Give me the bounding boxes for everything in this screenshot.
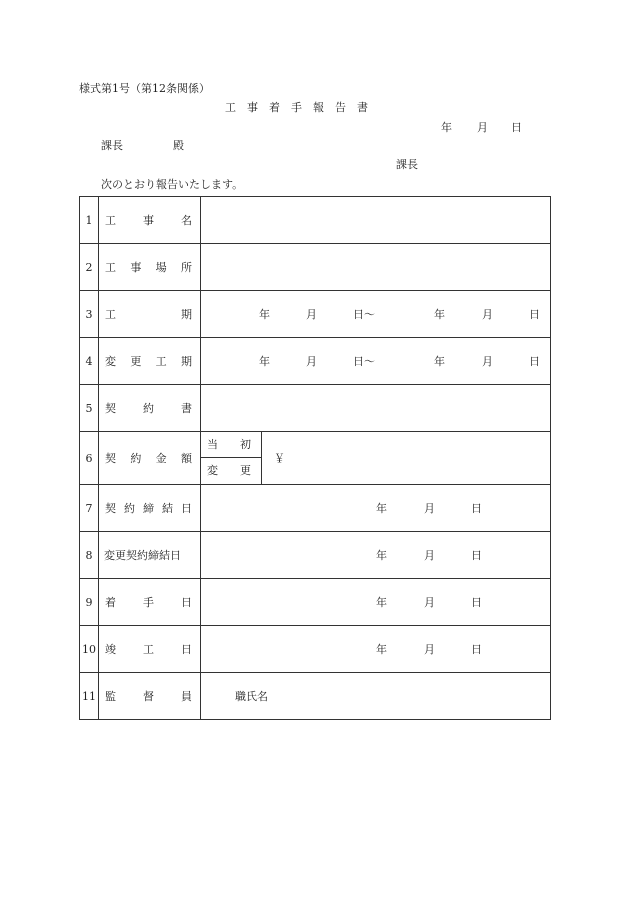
row-number: 11 [80,673,99,720]
header-day: 日 [511,121,522,134]
row-label: 契 約 金 額 [99,432,201,485]
form-id: 様式第1号（第12条関係） [79,82,210,95]
amount-initial-label: 当 初 [201,432,261,458]
row-number: 6 [80,432,99,485]
header-month: 月 [477,121,488,134]
table-row [80,338,551,385]
changed-period-field[interactable]: 年 月 日〜 年 月 日 [201,338,551,385]
row-number: 3 [80,291,99,338]
table-row [80,579,551,626]
row-label: 工 事 場 所 [99,244,201,291]
row-number: 1 [80,197,99,244]
construction-name-field[interactable] [201,197,551,244]
row-label: 監 督 員 [99,673,201,720]
table-row [80,532,551,579]
addressee-honorific: 殿 [173,139,184,152]
row-number: 7 [80,485,99,532]
row-number: 10 [80,626,99,673]
row-number: 4 [80,338,99,385]
row-number: 8 [80,532,99,579]
row-label: 契 約 締 結 日 [99,485,201,532]
contract-amount-field[interactable] [262,432,551,484]
sender-title: 課長 [396,158,418,171]
header-year: 年 [441,121,452,134]
table-row [80,485,551,532]
row-label: 着 手 日 [99,579,201,626]
row-label: 工 期 [99,291,201,338]
row-number: 5 [80,385,99,432]
contract-date-field[interactable]: 年 月 日 [201,485,551,532]
row-label: 契 約 書 [99,385,201,432]
row-label: 変 更 工 期 [99,338,201,385]
table-row [80,385,551,432]
construction-site-field[interactable] [201,244,551,291]
construction-period-field[interactable]: 年 月 日〜 年 月 日 [201,291,551,338]
changed-contract-date-field[interactable]: 年 月 日 [201,532,551,579]
row-number: 9 [80,579,99,626]
document-title: 工 事 着 手 報 告 書 [225,101,368,114]
table-row [80,673,551,720]
row-label: 工 事 名 [99,197,201,244]
completion-date-field[interactable]: 年 月 日 [201,626,551,673]
yen-sign: ￥ [274,452,285,465]
supervisor-field[interactable] [201,673,551,720]
addressee-title: 課長 [101,139,123,152]
contract-amount-cell [201,432,551,485]
table-row [80,244,551,291]
row-label: 竣 工 日 [99,626,201,673]
report-table [79,196,551,720]
row-number: 2 [80,244,99,291]
row-label: 変更契約締結日 [99,532,201,579]
table-row [80,432,551,485]
table-row [80,291,551,338]
start-date-field[interactable]: 年 月 日 [201,579,551,626]
amount-changed-label: 変 更 [207,464,251,477]
intro-text: 次のとおり報告いたします。 [101,178,244,191]
table-row [80,626,551,673]
contract-document-field[interactable] [201,385,551,432]
table-row [80,197,551,244]
supervisor-name-label: 職氏名 [235,690,268,703]
